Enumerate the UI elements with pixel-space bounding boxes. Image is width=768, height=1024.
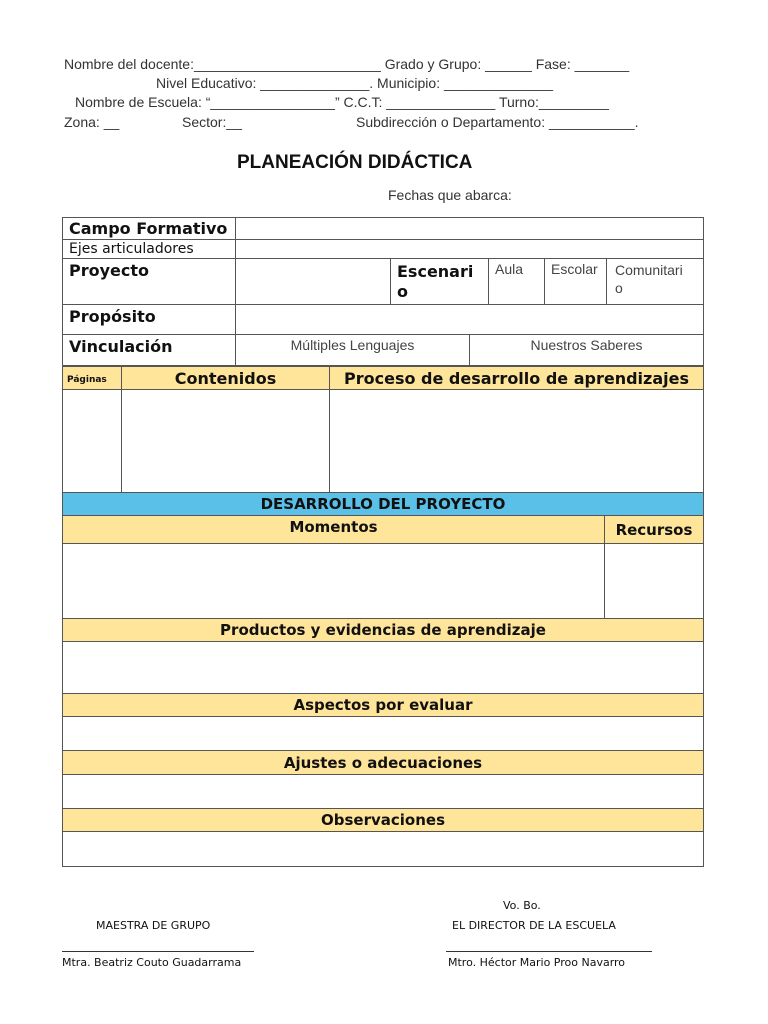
productos-header bbox=[62, 618, 704, 642]
comunitario-label-a: Comunitari bbox=[615, 262, 683, 278]
ejes-label-cell bbox=[62, 239, 236, 259]
header-zona: Zona: __ bbox=[64, 114, 120, 130]
momentos-header bbox=[62, 515, 605, 544]
desarrollo-header bbox=[62, 492, 704, 516]
maestra-role: MAESTRA DE GRUPO bbox=[96, 919, 211, 932]
recursos-label: Recursos bbox=[615, 520, 693, 539]
observaciones-cell bbox=[62, 831, 704, 867]
escenario-label-a: Escenari bbox=[397, 262, 474, 281]
header-sector: Sector:__ bbox=[182, 114, 242, 130]
proceso-cell bbox=[329, 389, 704, 493]
paginas-header bbox=[62, 366, 122, 390]
proceso-header bbox=[329, 366, 704, 390]
proyecto-label: Proyecto bbox=[69, 261, 150, 280]
saberes-cell bbox=[469, 334, 704, 366]
contenidos-cell bbox=[121, 389, 330, 493]
director-role: EL DIRECTOR DE LA ESCUELA bbox=[452, 919, 616, 932]
header-escuela-line: Nombre de Escuela: “________________” C.C.T: ______________ Turno:_________ bbox=[75, 94, 609, 110]
header-docente-line: Nombre del docente:________________________ Grado y Grupo: ______ Fase: _______ bbox=[64, 56, 630, 72]
escenario-cell bbox=[390, 258, 489, 305]
director-name: Mtro. Héctor Mario Proo Navarro bbox=[448, 956, 626, 969]
productos-label: Productos y evidencias de aprendizaje bbox=[220, 621, 546, 639]
comunitario-label-b: o bbox=[615, 280, 623, 296]
aspectos-cell bbox=[62, 716, 704, 751]
director-signature-line bbox=[446, 951, 652, 952]
ajustes-label: Ajustes o adecuaciones bbox=[283, 753, 483, 772]
maestra-signature-line bbox=[62, 951, 254, 952]
ejes-label: Ejes articuladores bbox=[69, 241, 194, 257]
vinculacion-label-cell bbox=[62, 334, 236, 366]
campo-formativo-label-cell bbox=[62, 217, 236, 240]
multiples-cell bbox=[235, 334, 470, 366]
escolar-cell bbox=[544, 258, 607, 305]
observaciones-label: Observaciones bbox=[320, 811, 445, 829]
paginas-label: Páginas bbox=[67, 375, 107, 385]
campo-formativo-label: Campo Formativo bbox=[69, 219, 228, 238]
paginas-cell bbox=[62, 389, 122, 493]
aula-label: Aula bbox=[495, 261, 524, 277]
contenidos-header bbox=[121, 366, 330, 390]
recursos-cell bbox=[604, 543, 704, 619]
vinculacion-label: Vinculación bbox=[69, 337, 173, 356]
multiples-label: Múltiples Lenguajes bbox=[290, 337, 415, 353]
page-title: PLANEACIÓN DIDÁCTICA bbox=[237, 152, 473, 173]
momentos-label: Momentos bbox=[289, 518, 378, 536]
ajustes-header bbox=[62, 750, 704, 775]
escolar-label: Escolar bbox=[551, 261, 598, 277]
productos-cell bbox=[62, 641, 704, 694]
aula-cell bbox=[488, 258, 545, 305]
header-nivel-line: Nivel Educativo: ______________. Municipio: ______________ bbox=[156, 75, 553, 91]
aspectos-label: Aspectos por evaluar bbox=[293, 696, 473, 714]
proposito-label-cell bbox=[62, 304, 236, 335]
proposito-label: Propósito bbox=[69, 307, 156, 326]
aspectos-header bbox=[62, 693, 704, 717]
comunitario-cell bbox=[606, 258, 704, 305]
observaciones-header bbox=[62, 808, 704, 832]
proceso-label: Proceso de desarrollo de aprendizajes bbox=[344, 368, 689, 388]
momentos-cell bbox=[62, 543, 605, 619]
vobo-label: Vo. Bo. bbox=[503, 899, 541, 912]
escenario-label-b: o bbox=[397, 282, 408, 301]
header-subdireccion: Subdirección o Departamento: ___________. bbox=[356, 114, 639, 130]
contenidos-label: Contenidos bbox=[174, 368, 277, 388]
saberes-label: Nuestros Saberes bbox=[530, 337, 643, 353]
maestra-name: Mtra. Beatriz Couto Guadarrama bbox=[62, 956, 242, 969]
ajustes-cell bbox=[62, 774, 704, 809]
proyecto-label-cell bbox=[62, 258, 236, 305]
recursos-header bbox=[604, 515, 704, 544]
desarrollo-label: DESARROLLO DEL PROYECTO bbox=[260, 495, 506, 513]
fechas-label: Fechas que abarca: bbox=[388, 187, 512, 203]
